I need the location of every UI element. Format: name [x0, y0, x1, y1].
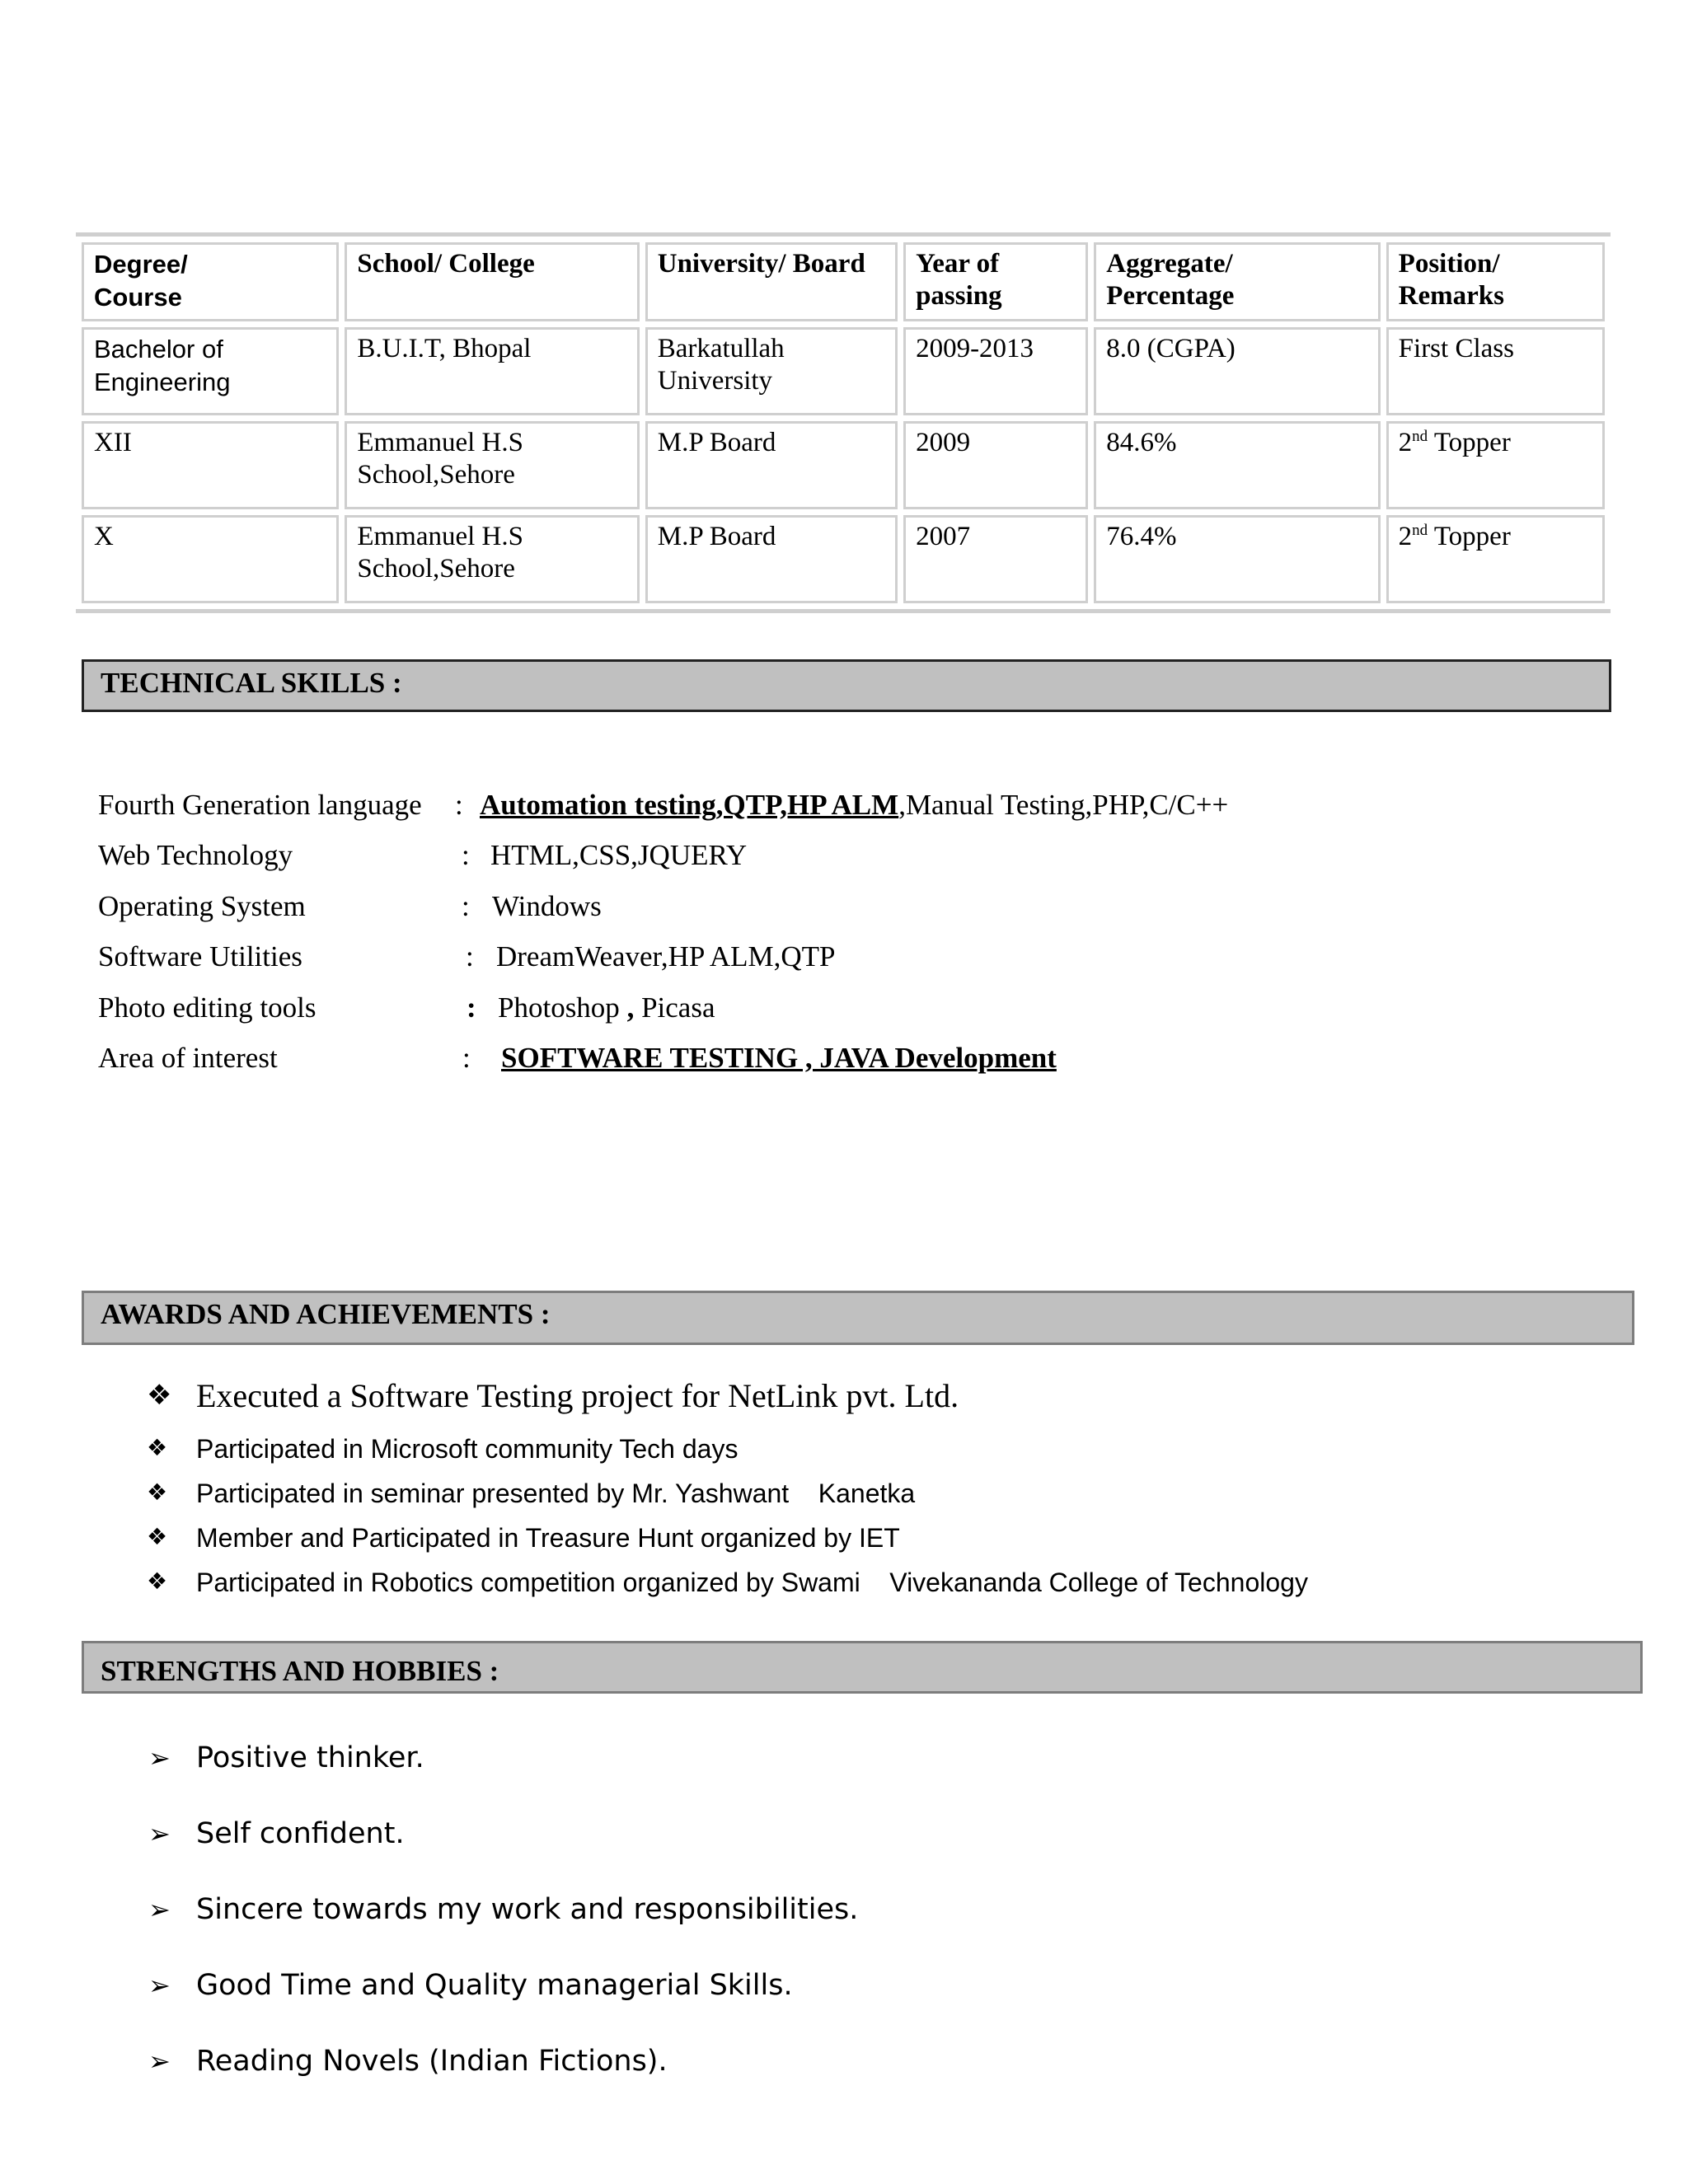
skill-colon: :: [462, 1042, 471, 1074]
skill-label: Software Utilities: [98, 940, 302, 972]
table-row: [82, 327, 1605, 415]
award-text: Participated in seminar presented by Mr. Yashwant Kanetka: [196, 1479, 916, 1508]
education-table: [76, 232, 1611, 613]
table-row: [82, 515, 1605, 603]
cell-school: Emmanuel H.S School,Sehore: [345, 421, 639, 509]
skill-colon: :: [462, 890, 470, 922]
skill-label: Area of interest: [98, 1042, 278, 1074]
strength-text: Sincere towards my work and responsibilities.: [196, 1893, 859, 1926]
cell-aggregate: 84.6%: [1094, 421, 1380, 509]
cell-university: M.P Board: [645, 421, 898, 509]
strength-text: Self confident.: [196, 1817, 405, 1850]
cell-degree: X: [82, 515, 339, 603]
cell-school: Emmanuel H.S School,Sehore: [345, 515, 639, 603]
header-year: Year of passing: [903, 242, 1088, 321]
skill-colon: :: [466, 940, 474, 972]
skill-label: Fourth Generation language: [98, 789, 422, 821]
skill-value: Windows: [492, 890, 602, 922]
arrow-bullet-icon: ➢: [148, 1818, 171, 1849]
cell-university: M.P Board: [645, 515, 898, 603]
skill-label: Web Technology: [98, 839, 293, 871]
cell-year: 2009-2013: [903, 327, 1088, 415]
cell-position: 2nd Topper: [1386, 421, 1605, 509]
diamond-bullet-icon: ❖: [147, 1479, 168, 1506]
skill-value: HTML,CSS,JQUERY: [490, 839, 748, 871]
skill-colon: :: [462, 839, 470, 871]
strength-text: Reading Novels (Indian Fictions).: [196, 2045, 668, 2078]
header-aggregate: Aggregate/ Percentage: [1094, 242, 1380, 321]
award-text: Participated in Microsoft community Tech days: [196, 1434, 738, 1464]
table-row: [82, 421, 1605, 509]
cell-aggregate: 76.4%: [1094, 515, 1380, 603]
award-text: Member and Participated in Treasure Hunt organized by IET: [196, 1523, 900, 1553]
table-header-row: [82, 242, 1605, 321]
skill-colon: :: [455, 789, 463, 821]
diamond-bullet-icon: ❖: [147, 1379, 172, 1412]
skill-label: Operating System: [98, 890, 306, 922]
diamond-bullet-icon: ❖: [147, 1434, 168, 1461]
skill-value: SOFTWARE TESTING , JAVA Development: [501, 1042, 1057, 1074]
section-header-strengths: STRENGTHS AND HOBBIES :: [82, 1641, 1643, 1694]
cell-position: 2nd Topper: [1386, 515, 1605, 603]
section-header-awards: AWARDS AND ACHIEVEMENTS :: [82, 1291, 1634, 1345]
skill-colon: :: [467, 991, 476, 1024]
section-header-technical-skills: TECHNICAL SKILLS :: [82, 659, 1611, 712]
award-text: Participated in Robotics competition organized by Swami Vivekananda College of Technology: [196, 1568, 1308, 1597]
arrow-bullet-icon: ➢: [148, 1742, 171, 1774]
header-position: Position/ Remarks: [1386, 242, 1605, 321]
header-school: School/ College: [345, 242, 639, 321]
cell-year: 2009: [903, 421, 1088, 509]
arrow-bullet-icon: ➢: [148, 1894, 171, 1925]
diamond-bullet-icon: ❖: [147, 1523, 168, 1550]
cell-school: B.U.I.T, Bhopal: [345, 327, 639, 415]
cell-degree: Bachelor of Engineering: [82, 327, 339, 415]
skill-value: DreamWeaver,HP ALM,QTP: [496, 940, 836, 972]
arrow-bullet-icon: ➢: [148, 2046, 171, 2077]
skill-value: Photoshop , Picasa: [498, 991, 715, 1024]
award-text: Executed a Software Testing project for NetLink pvt. Ltd.: [196, 1377, 959, 1414]
cell-aggregate: 8.0 (CGPA): [1094, 327, 1380, 415]
header-university: University/ Board: [645, 242, 898, 321]
skill-value: Automation testing,QTP,HP ALM,Manual Testing,PHP,C/C++: [480, 789, 1229, 821]
cell-position: First Class: [1386, 327, 1605, 415]
diamond-bullet-icon: ❖: [147, 1568, 168, 1595]
cell-degree: XII: [82, 421, 339, 509]
strength-text: Positive thinker.: [196, 1741, 424, 1774]
header-degree: Degree/ Course: [82, 242, 339, 321]
cell-university: Barkatullah University: [645, 327, 898, 415]
skill-label: Photo editing tools: [98, 991, 316, 1024]
strength-text: Good Time and Quality managerial Skills.: [196, 1969, 793, 2002]
cell-year: 2007: [903, 515, 1088, 603]
arrow-bullet-icon: ➢: [148, 1970, 171, 2001]
